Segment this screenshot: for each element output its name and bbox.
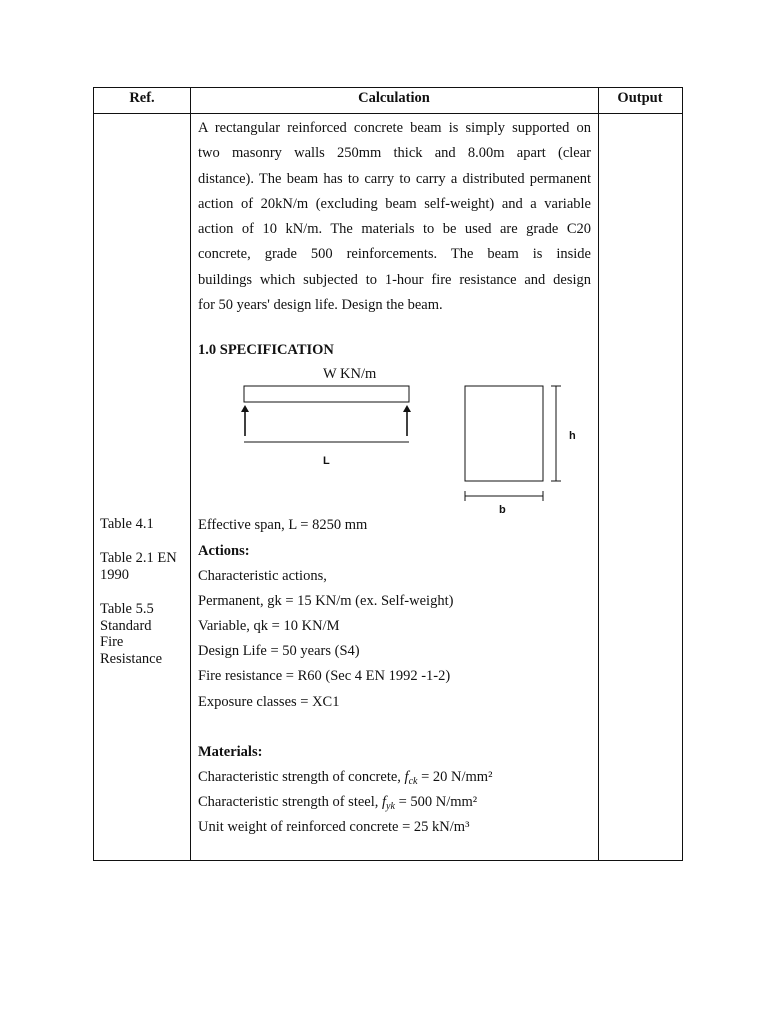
ref-line: Fire [100,634,124,650]
ref-line: 1990 [100,566,129,583]
fyk-f: f [382,794,387,810]
steel-strength-symbol [382,794,395,810]
effective-span: Effective span, L = 8250 mm [198,517,368,533]
beam-elevation [244,386,409,402]
problem-line: action of 20kN/m (excluding beam self-weight) and a variable [198,195,591,212]
beam-cross-section [465,386,543,481]
steel-strength-value: = 500 N/mm² [394,794,478,810]
exposure-class: Exposure classes = XC1 [198,694,340,710]
height-dimension [551,386,561,481]
fck-subscript: ck [408,776,418,787]
problem-line: action of 10 kN/m. The materials to be used are grade C20 [198,221,591,238]
problem-line: two masonry walls 250mm thick and 8.00m apart (clear [198,145,591,162]
steel-strength-prefix: Characteristic strength of steel, [198,794,383,810]
concrete-strength-symbol [405,769,418,785]
permanent-action: Permanent, gk = 15 KN/m (ex. Self-weight) [198,593,454,609]
header-ref: Ref. [129,90,155,106]
left-support-arrow [241,405,249,436]
fck-f: f [404,769,409,785]
fyk-subscript: yk [386,801,395,812]
specification-heading: 1.0 SPECIFICATION [198,342,334,358]
span-label: L [323,455,330,467]
design-life: Design Life = 50 years (S4) [198,643,360,659]
ref-line: Standard [100,617,152,634]
problem-line: concrete, grade 500 reinforcements. The beam is inside [198,246,591,263]
problem-line: A rectangular reinforced concrete beam is simply supported on [198,120,591,136]
problem-line: buildings which subjected to 1-hour fire resistance and design [198,271,591,288]
load-label: W KN/m [323,366,377,382]
steel-strength [198,793,598,816]
header-output: Output [617,90,663,106]
width-label: b [499,504,506,516]
ref-table-5-5 [100,601,192,667]
characteristic-actions: Characteristic actions, [198,568,327,584]
concrete-strength-prefix: Characteristic strength of concrete, [198,769,405,785]
width-dimension [465,491,543,501]
ref-line: Table 5.5 [100,601,154,617]
variable-action: Variable, qk = 10 KN/M [198,618,340,634]
materials-heading: Materials: [198,744,263,760]
calculation-sheet-table [93,87,683,861]
concrete-strength [198,768,598,791]
ref-line: Table 2.1 EN [100,550,177,566]
actions-heading: Actions: [198,543,250,559]
ref-table-4-1: Table 4.1 [100,516,154,532]
unit-weight: Unit weight of reinforced concrete = 25 kN/m³ [198,819,470,835]
problem-line: distance). The beam has to carry to carry a distributed permanent [198,170,591,187]
ref-table-2-1 [100,550,192,583]
height-label: h [569,430,576,442]
ref-line: Resistance [100,650,163,667]
header-calculation: Calculation [358,90,430,106]
concrete-strength-value: = 20 N/mm² [417,769,493,785]
right-support-arrow [403,405,411,436]
problem-line: for 50 years' design life. Design the beam. [198,297,443,314]
fire-resistance: Fire resistance = R60 (Sec 4 EN 1992 -1-2) [198,668,451,684]
